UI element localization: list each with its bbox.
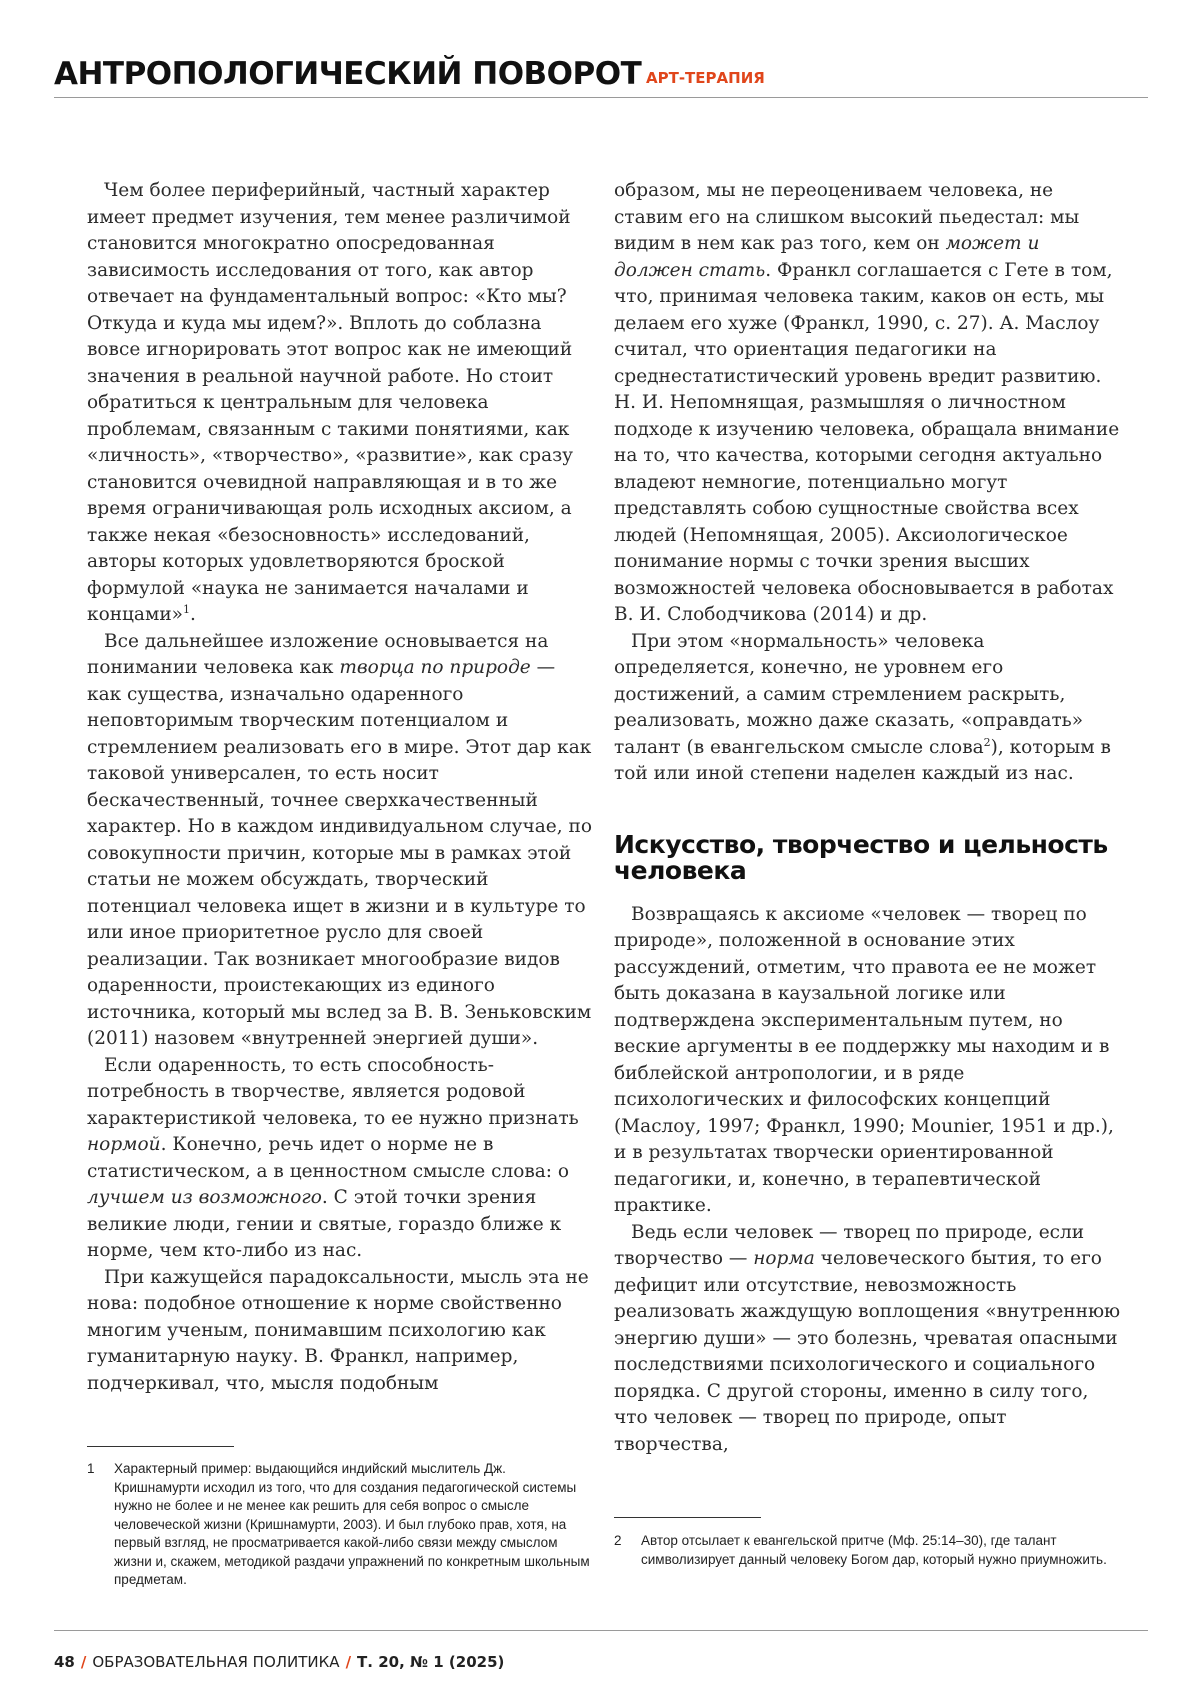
- footnote-2: [614, 1532, 1124, 1569]
- footnote-ref-2[interactable]: 2: [984, 735, 991, 748]
- issue-info: Т. 20, № 1 (2025): [357, 1653, 504, 1671]
- left-column: [87, 178, 595, 1397]
- left-paragraph-1: Чем более периферийный, частный характер имеет предмет изучения, тем менее различимой становится многократно опосредованная зависимость исследования от того, как автор отвечает на фундаментальный вопрос: «Кто мы? Откуда и куда мы идем?». Вплоть до соблазна вовсе игнорировать этот вопрос как не имеющий значения в реальной научной работе. Но стоит обратиться к центральным для человека проблемам, связанным с такими понятиями, как «личность», «творчество», «развитие», как сразу становится очевидной направляющая и в то же время ограничивающая роль исходных аксиом, а также некая «безосновность» исследований, авторы которых удовлетворяются броской формулой «наука не занимается началами и концами»1.: [87, 178, 595, 629]
- footnote-rule-left: [87, 1446, 234, 1447]
- right-paragraph-4: Ведь если человек — творец по природе, если творчество — норма человеческого бытия, то его дефицит или отсутствие, невозможность реализовать жаждущую воплощения «внутреннюю энергию души» — это болезнь, чреватая опасными последствиями психологического и социального порядка. С другой стороны, именно в силу того, что человек — творец по природе, опыт творчества,: [614, 1220, 1124, 1459]
- left-paragraph-4: При кажущейся парадоксальности, мысль эта не нова: подобное отношение к норме свойственно многим ученым, понимавшим психологию как гуманитарную науку. В. Франкл, например, подчеркивал, что, мысля подобным: [87, 1265, 595, 1398]
- header-section: АРТ-ТЕРАПИЯ: [646, 69, 765, 87]
- left-paragraph-3: Если одаренность, то есть способность-потребность в творчестве, является родовой характеристикой человека, то ее нужно признать нормой. Конечно, речь идет о норме не в статистическом, а в ценностном смысле слова: о лучшем из возможного. С этой точки зрения великие люди, гении и святые, гораздо ближе к норме, чем кто-либо из нас.: [87, 1053, 595, 1265]
- footnote-text: Характерный пример: выдающийся индийский мыслитель Дж. Кришнамурти исходил из того, что для создания педагогической системы нужно не более и не менее как решить для себя вопрос о смысле человеческой жизни (Кришнамурти, 2003). И был глубоко прав, хотя, на первый взгляд, не просматривается какой-либо связи между смыслом жизни и, скажем, методикой раздачи упражнений по конкретным школьным предметам.: [114, 1460, 595, 1590]
- running-footer: [54, 1653, 504, 1671]
- page-number: 48: [54, 1653, 75, 1671]
- slash-separator: /: [346, 1653, 351, 1671]
- footnote-rule-right: [614, 1517, 761, 1518]
- right-paragraph-2: При этом «нормальность» человека определяется, конечно, не уровнем его достижений, а самим стремлением раскрыть, реализовать, можно даже сказать, «оправдать» талант (в евангельском смысле слова2), которым в той или иной степени наделен каждый из нас.: [614, 629, 1124, 788]
- journal-name: ОБРАЗОВАТЕЛЬНАЯ ПОЛИТИКА: [92, 1653, 339, 1671]
- slash-separator: /: [81, 1653, 86, 1671]
- section-heading: Искусство, творчество и цельность человека: [614, 832, 1124, 884]
- right-column: [614, 178, 1124, 1458]
- footnote-1: [87, 1460, 595, 1590]
- footnote-text: Автор отсылает к евангельской притче (Мф. 25:14–30), где талант символизирует данный человеку Богом дар, который нужно приумножить.: [641, 1532, 1124, 1569]
- footnote-number: 2: [614, 1532, 622, 1551]
- right-paragraph-1: образом, мы не переоцениваем человека, не ставим его на слишком высокий пьедестал: мы видим в нем как раз того, кем он может и должен стать. Франкл соглашается с Гете в том, что, принимая человека таким, каков он есть, мы делаем его хуже (Франкл, 1990, с. 27). А. Маслоу считал, что ориентация педагогики на среднестатистический уровень вредит развитию. Н. И. Непомнящая, размышляя о личностном подходе к изучению человека, обращала внимание на то, что качества, которыми сегодня актуально владеют немногие, потенциально могут представлять собою сущностные свойства всех людей (Непомнящая, 2005). Аксиологическое понимание нормы с точки зрения высших возможностей человека обосновывается в работах В. И. Слободчикова (2014) и др.: [614, 178, 1124, 629]
- right-paragraph-3: Возвращаясь к аксиоме «человек — творец по природе», положенной в основание этих рассуждений, отметим, что правота ее не может быть доказана в каузальной логике или подтверждена экспериментальным путем, но веские аргументы в ее поддержку мы находим и в библейской антропологии, и в ряде психологических и философских концепций (Маслоу, 1997; Франкл, 1990; Mounier, 1951 и др.), и в результатах творчески ориентированной педагогики, и, конечно, в терапевтической практике.: [614, 902, 1124, 1220]
- running-header: [54, 56, 1148, 96]
- footnote-ref-1[interactable]: 1: [183, 603, 190, 616]
- left-paragraph-2: Все дальнейшее изложение основывается на понимании человека как творца по природе — как существа, изначально одаренного неповторимым творческим потенциалом и стремлением реализовать его в мире. Этот дар как таковой универсален, то есть носит бескачественный, точнее сверхкачественный характер. Но в каждом индивидуальном случае, по совокупности причин, которые мы в рамках этой статьи не можем обсуждать, творческий потенциал человека ищет в жизни и в культуре то или иное приоритетное русло для своей реализации. Так возникает многообразие видов одаренности, проистекающих из единого источника, который мы вслед за В. В. Зеньковским (2011) назовем «внутренней энергией души».: [87, 629, 595, 1053]
- footnote-number: 1: [87, 1460, 95, 1479]
- footer-rule: [54, 1630, 1148, 1631]
- header-rule: [54, 97, 1148, 98]
- header-title: АНТРОПОЛОГИЧЕСКИЙ ПОВОРОТ: [54, 56, 641, 92]
